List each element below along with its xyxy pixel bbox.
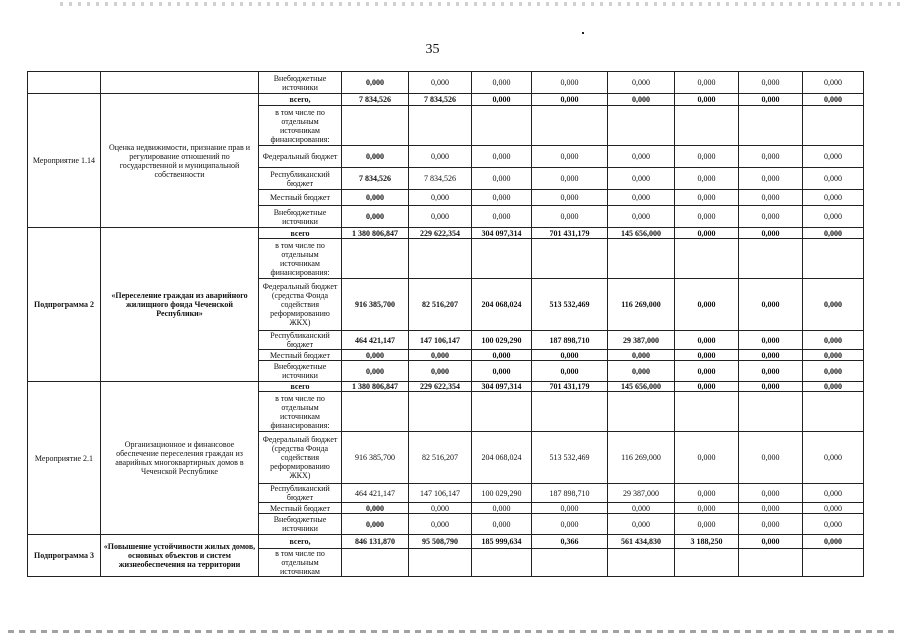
amount-cell: 916 385,700: [342, 279, 409, 331]
amount-cell: 0,000: [739, 382, 803, 392]
amount-cell: 0,000: [342, 146, 409, 168]
amount-cell: 116 269,000: [608, 432, 675, 484]
amount-cell: 916 385,700: [342, 432, 409, 484]
amount-cell: 187 898,710: [532, 484, 608, 503]
program-label-cell: Подпрограмма 2: [28, 228, 101, 382]
amount-cell: 0,000: [675, 382, 739, 392]
amount-cell: 0,000: [739, 503, 803, 514]
amount-cell: 0,000: [608, 72, 675, 94]
amount-cell: 0,000: [675, 146, 739, 168]
program-label-cell: Мероприятие 1.14: [28, 94, 101, 228]
amount-cell: [342, 392, 409, 432]
funding-source-cell: Республиканский бюджет: [259, 484, 342, 503]
amount-cell: [608, 549, 675, 577]
amount-cell: [803, 106, 864, 146]
amount-cell: 7 834,526: [409, 94, 472, 106]
amount-cell: [675, 239, 739, 279]
funding-source-cell: Федеральный бюджет: [259, 146, 342, 168]
amount-cell: 0,000: [739, 206, 803, 228]
amount-cell: 229 622,354: [409, 228, 472, 239]
amount-cell: 0,000: [675, 228, 739, 239]
amount-cell: 0,000: [675, 206, 739, 228]
amount-cell: [803, 392, 864, 432]
amount-cell: 0,000: [675, 72, 739, 94]
amount-cell: 0,000: [409, 503, 472, 514]
amount-cell: 0,000: [608, 190, 675, 206]
page-number: 35: [425, 42, 440, 57]
amount-cell: 0,000: [739, 350, 803, 361]
amount-cell: 29 387,000: [608, 484, 675, 503]
funding-source-cell: всего,: [259, 535, 342, 549]
amount-cell: 0,000: [472, 350, 532, 361]
funding-source-cell: в том числе по отдельным источникам финансирования:: [259, 106, 342, 146]
funding-source-cell: в том числе по отдельным источникам финансирования:: [259, 392, 342, 432]
amount-cell: 0,000: [739, 484, 803, 503]
amount-cell: 229 622,354: [409, 382, 472, 392]
table-row: [28, 535, 864, 549]
amount-cell: 204 068,024: [472, 279, 532, 331]
amount-cell: 0,000: [803, 331, 864, 350]
amount-cell: 0,000: [532, 168, 608, 190]
amount-cell: 0,000: [739, 535, 803, 549]
amount-cell: 0,000: [803, 432, 864, 484]
amount-cell: 0,000: [608, 206, 675, 228]
funding-source-cell: Республиканский бюджет: [259, 168, 342, 190]
amount-cell: 464 421,147: [342, 484, 409, 503]
amount-cell: [675, 549, 739, 577]
amount-cell: [608, 106, 675, 146]
amount-cell: [739, 239, 803, 279]
amount-cell: 0,000: [803, 350, 864, 361]
amount-cell: 0,366: [532, 535, 608, 549]
funding-source-cell: в том числе по отдельным источникам: [259, 549, 342, 577]
amount-cell: 0,000: [739, 514, 803, 535]
amount-cell: 0,000: [803, 361, 864, 382]
amount-cell: 0,000: [675, 331, 739, 350]
amount-cell: 0,000: [675, 361, 739, 382]
table-row: [28, 72, 864, 94]
amount-cell: 0,000: [342, 206, 409, 228]
amount-cell: 145 656,000: [608, 382, 675, 392]
amount-cell: [675, 106, 739, 146]
amount-cell: [532, 549, 608, 577]
amount-cell: 0,000: [409, 72, 472, 94]
amount-cell: [472, 392, 532, 432]
amount-cell: 513 532,469: [532, 432, 608, 484]
amount-cell: 304 097,314: [472, 228, 532, 239]
amount-cell: [472, 239, 532, 279]
amount-cell: 0,000: [739, 279, 803, 331]
amount-cell: [409, 239, 472, 279]
amount-cell: 561 434,830: [608, 535, 675, 549]
table-row: [28, 228, 864, 239]
amount-cell: 0,000: [409, 514, 472, 535]
program-name-cell: «Переселение граждан из аварийного жилищного фонда Чеченской Республики»: [101, 228, 259, 382]
amount-cell: 0,000: [803, 190, 864, 206]
amount-cell: 0,000: [803, 228, 864, 239]
amount-cell: [739, 549, 803, 577]
amount-cell: 187 898,710: [532, 331, 608, 350]
scan-dot: [582, 32, 584, 34]
amount-cell: 0,000: [342, 190, 409, 206]
amount-cell: 464 421,147: [342, 331, 409, 350]
amount-cell: 147 106,147: [409, 484, 472, 503]
amount-cell: 100 029,290: [472, 484, 532, 503]
amount-cell: 0,000: [739, 190, 803, 206]
amount-cell: [409, 106, 472, 146]
amount-cell: 0,000: [675, 514, 739, 535]
amount-cell: 0,000: [803, 484, 864, 503]
amount-cell: 0,000: [608, 514, 675, 535]
amount-cell: 0,000: [532, 361, 608, 382]
amount-cell: 1 380 806,847: [342, 382, 409, 392]
amount-cell: 0,000: [472, 206, 532, 228]
amount-cell: 0,000: [739, 228, 803, 239]
funding-source-cell: Внебюджетные источники: [259, 72, 342, 94]
funding-source-cell: Внебюджетные источники: [259, 361, 342, 382]
amount-cell: 0,000: [608, 350, 675, 361]
funding-source-cell: в том числе по отдельным источникам финансирования:: [259, 239, 342, 279]
amount-cell: 0,000: [472, 514, 532, 535]
funding-source-cell: Федеральный бюджет (средства Фонда содействия реформированию ЖКХ): [259, 432, 342, 484]
amount-cell: 0,000: [675, 190, 739, 206]
amount-cell: 0,000: [472, 72, 532, 94]
funding-source-cell: Федеральный бюджет (средства Фонда содействия реформированию ЖКХ): [259, 279, 342, 331]
funding-source-cell: Местный бюджет: [259, 190, 342, 206]
amount-cell: 0,000: [532, 514, 608, 535]
program-label-cell: Мероприятие 2.1: [28, 382, 101, 535]
funding-source-cell: Местный бюджет: [259, 350, 342, 361]
amount-cell: 0,000: [532, 190, 608, 206]
amount-cell: 0,000: [803, 535, 864, 549]
amount-cell: 0,000: [675, 484, 739, 503]
amount-cell: 0,000: [472, 361, 532, 382]
amount-cell: 0,000: [608, 94, 675, 106]
amount-cell: 0,000: [342, 514, 409, 535]
funding-source-cell: всего: [259, 228, 342, 239]
amount-cell: 0,000: [803, 514, 864, 535]
funding-source-cell: Местный бюджет: [259, 503, 342, 514]
program-name-cell: Оценка недвижимости, признание прав и регулирование отношений по государственной и муниципальной собственности: [101, 94, 259, 228]
amount-cell: 0,000: [803, 382, 864, 392]
amount-cell: 0,000: [608, 168, 675, 190]
amount-cell: [532, 392, 608, 432]
amount-cell: 0,000: [739, 146, 803, 168]
amount-cell: 0,000: [739, 432, 803, 484]
amount-cell: 0,000: [739, 168, 803, 190]
amount-cell: [803, 549, 864, 577]
amount-cell: 701 431,179: [532, 382, 608, 392]
amount-cell: [608, 239, 675, 279]
amount-cell: 0,000: [739, 72, 803, 94]
amount-cell: 116 269,000: [608, 279, 675, 331]
amount-cell: 0,000: [532, 350, 608, 361]
funding-source-cell: всего,: [259, 94, 342, 106]
amount-cell: 0,000: [739, 331, 803, 350]
amount-cell: [472, 106, 532, 146]
amount-cell: 0,000: [472, 168, 532, 190]
amount-cell: 29 387,000: [608, 331, 675, 350]
amount-cell: 204 068,024: [472, 432, 532, 484]
amount-cell: 0,000: [803, 72, 864, 94]
amount-cell: 0,000: [472, 190, 532, 206]
amount-cell: 0,000: [342, 503, 409, 514]
table-row: [28, 382, 864, 392]
amount-cell: 0,000: [472, 146, 532, 168]
amount-cell: 0,000: [739, 361, 803, 382]
amount-cell: 846 131,870: [342, 535, 409, 549]
amount-cell: 0,000: [472, 503, 532, 514]
amount-cell: 0,000: [803, 279, 864, 331]
funding-source-cell: Республиканский бюджет: [259, 331, 342, 350]
amount-cell: 0,000: [532, 146, 608, 168]
amount-cell: 0,000: [803, 206, 864, 228]
amount-cell: 0,000: [675, 350, 739, 361]
program-name-cell: Организационное и финансовое обеспечение переселения граждан из аварийных многоквартирных домов в Чеченской Республике: [101, 382, 259, 535]
amount-cell: 95 508,790: [409, 535, 472, 549]
amount-cell: 0,000: [532, 94, 608, 106]
table-row: [28, 94, 864, 106]
amount-cell: 0,000: [472, 94, 532, 106]
amount-cell: 0,000: [675, 503, 739, 514]
amount-cell: 513 532,469: [532, 279, 608, 331]
amount-cell: 0,000: [675, 168, 739, 190]
amount-cell: 304 097,314: [472, 382, 532, 392]
amount-cell: 3 188,250: [675, 535, 739, 549]
amount-cell: 0,000: [342, 361, 409, 382]
amount-cell: 0,000: [675, 94, 739, 106]
amount-cell: 0,000: [409, 146, 472, 168]
amount-cell: [608, 392, 675, 432]
amount-cell: 0,000: [409, 361, 472, 382]
amount-cell: [675, 392, 739, 432]
funding-source-cell: Внебюджетные источники: [259, 514, 342, 535]
program-label-cell: Подпрограмма 3: [28, 535, 101, 577]
amount-cell: [409, 549, 472, 577]
scan-artifact-bottom: [8, 630, 898, 633]
amount-cell: 100 029,290: [472, 331, 532, 350]
amount-cell: [532, 239, 608, 279]
amount-cell: 0,000: [409, 350, 472, 361]
funding-source-cell: всего: [259, 382, 342, 392]
amount-cell: [342, 239, 409, 279]
amount-cell: [739, 106, 803, 146]
amount-cell: 0,000: [532, 206, 608, 228]
amount-cell: 0,000: [803, 168, 864, 190]
amount-cell: [803, 239, 864, 279]
amount-cell: 0,000: [803, 146, 864, 168]
amount-cell: [342, 106, 409, 146]
amount-cell: 0,000: [675, 279, 739, 331]
amount-cell: 0,000: [803, 94, 864, 106]
amount-cell: [739, 392, 803, 432]
amount-cell: 0,000: [803, 503, 864, 514]
amount-cell: 0,000: [409, 206, 472, 228]
amount-cell: 0,000: [532, 72, 608, 94]
amount-cell: 7 834,526: [342, 94, 409, 106]
amount-cell: [342, 549, 409, 577]
amount-cell: 7 834,526: [409, 168, 472, 190]
program-label-cell: [28, 72, 101, 94]
amount-cell: 147 106,147: [409, 331, 472, 350]
amount-cell: 701 431,179: [532, 228, 608, 239]
amount-cell: 0,000: [608, 361, 675, 382]
amount-cell: [472, 549, 532, 577]
amount-cell: 0,000: [342, 350, 409, 361]
amount-cell: 1 380 806,847: [342, 228, 409, 239]
amount-cell: 82 516,207: [409, 279, 472, 331]
funding-source-cell: Внебюджетные источники: [259, 206, 342, 228]
amount-cell: 0,000: [409, 190, 472, 206]
budget-table: [27, 71, 864, 577]
amount-cell: 0,000: [532, 503, 608, 514]
amount-cell: 0,000: [608, 146, 675, 168]
amount-cell: 185 999,634: [472, 535, 532, 549]
amount-cell: 82 516,207: [409, 432, 472, 484]
amount-cell: 0,000: [739, 94, 803, 106]
amount-cell: 0,000: [675, 432, 739, 484]
amount-cell: [409, 392, 472, 432]
amount-cell: 0,000: [608, 503, 675, 514]
program-name-cell: [101, 72, 259, 94]
amount-cell: 0,000: [342, 72, 409, 94]
amount-cell: [532, 106, 608, 146]
amount-cell: 145 656,000: [608, 228, 675, 239]
amount-cell: 7 834,526: [342, 168, 409, 190]
scan-artifact-top: [60, 2, 900, 6]
program-name-cell: «Повышение устойчивости жилых домов, основных объектов и систем жизнеобеспечения на территории: [101, 535, 259, 577]
